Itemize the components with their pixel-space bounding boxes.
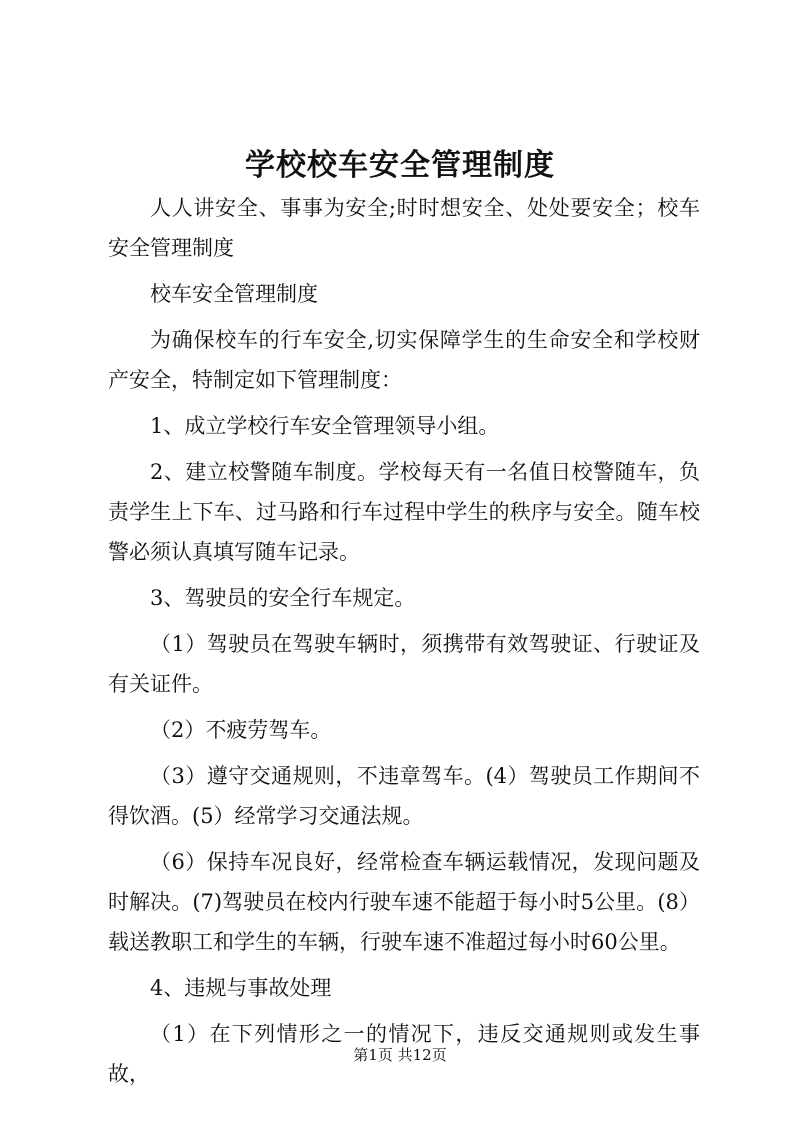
paragraph-7: （1）驾驶员在驾驶车辆时，须携带有效驾驶证、行驶证及有关证件。 [108, 632, 700, 696]
paragraph-5: 2、建立校警随车制度。学校每天有一名值日校警随车，负责学生上下车、过马路和行车过程中学生的秩序与安全。随车校警必须认真填写随车记录。 [108, 460, 700, 564]
paragraph-3: 为确保校车的行车安全,切实保障学生的生命安全和学校财产安全，特制定如下管理制度： [108, 328, 700, 392]
paragraph-12: （1）在下列情形之一的情况下，违反交通规则或发生事故， [108, 1022, 700, 1086]
paragraph-1: 人人讲安全、事事为安全;时时想安全、处处要安全；校车安全管理制度 [108, 196, 700, 260]
paragraph-11: 4、违规与事故处理 [150, 976, 332, 1000]
page-footer: 第1页 共12页 [353, 1046, 447, 1064]
paragraph-10: （6）保持车况良好，经常检查车辆运载情况，发现问题及时解决。(7)驾驶员在校内行驶车速不能超于每小时5公里。(8）载送教职工和学生的车辆，行驶车速不准超过每小时60公里。 [108, 850, 700, 954]
document-body [108, 188, 700, 1100]
paragraph-4: 1、成立学校行车安全管理领导小组。 [150, 414, 500, 438]
page-title: 学校校车安全管理制度 [245, 148, 555, 183]
paragraph-8: （2）不疲劳驾车。 [150, 718, 332, 742]
paragraph-2: 校车安全管理制度 [150, 282, 318, 306]
paragraph-6: 3、驾驶员的安全行车规定。 [150, 586, 416, 610]
paragraph-9: （3）遵守交通规则，不违章驾车。(4）驾驶员工作期间不得饮酒。(5）经常学习交通法规。 [108, 764, 700, 828]
